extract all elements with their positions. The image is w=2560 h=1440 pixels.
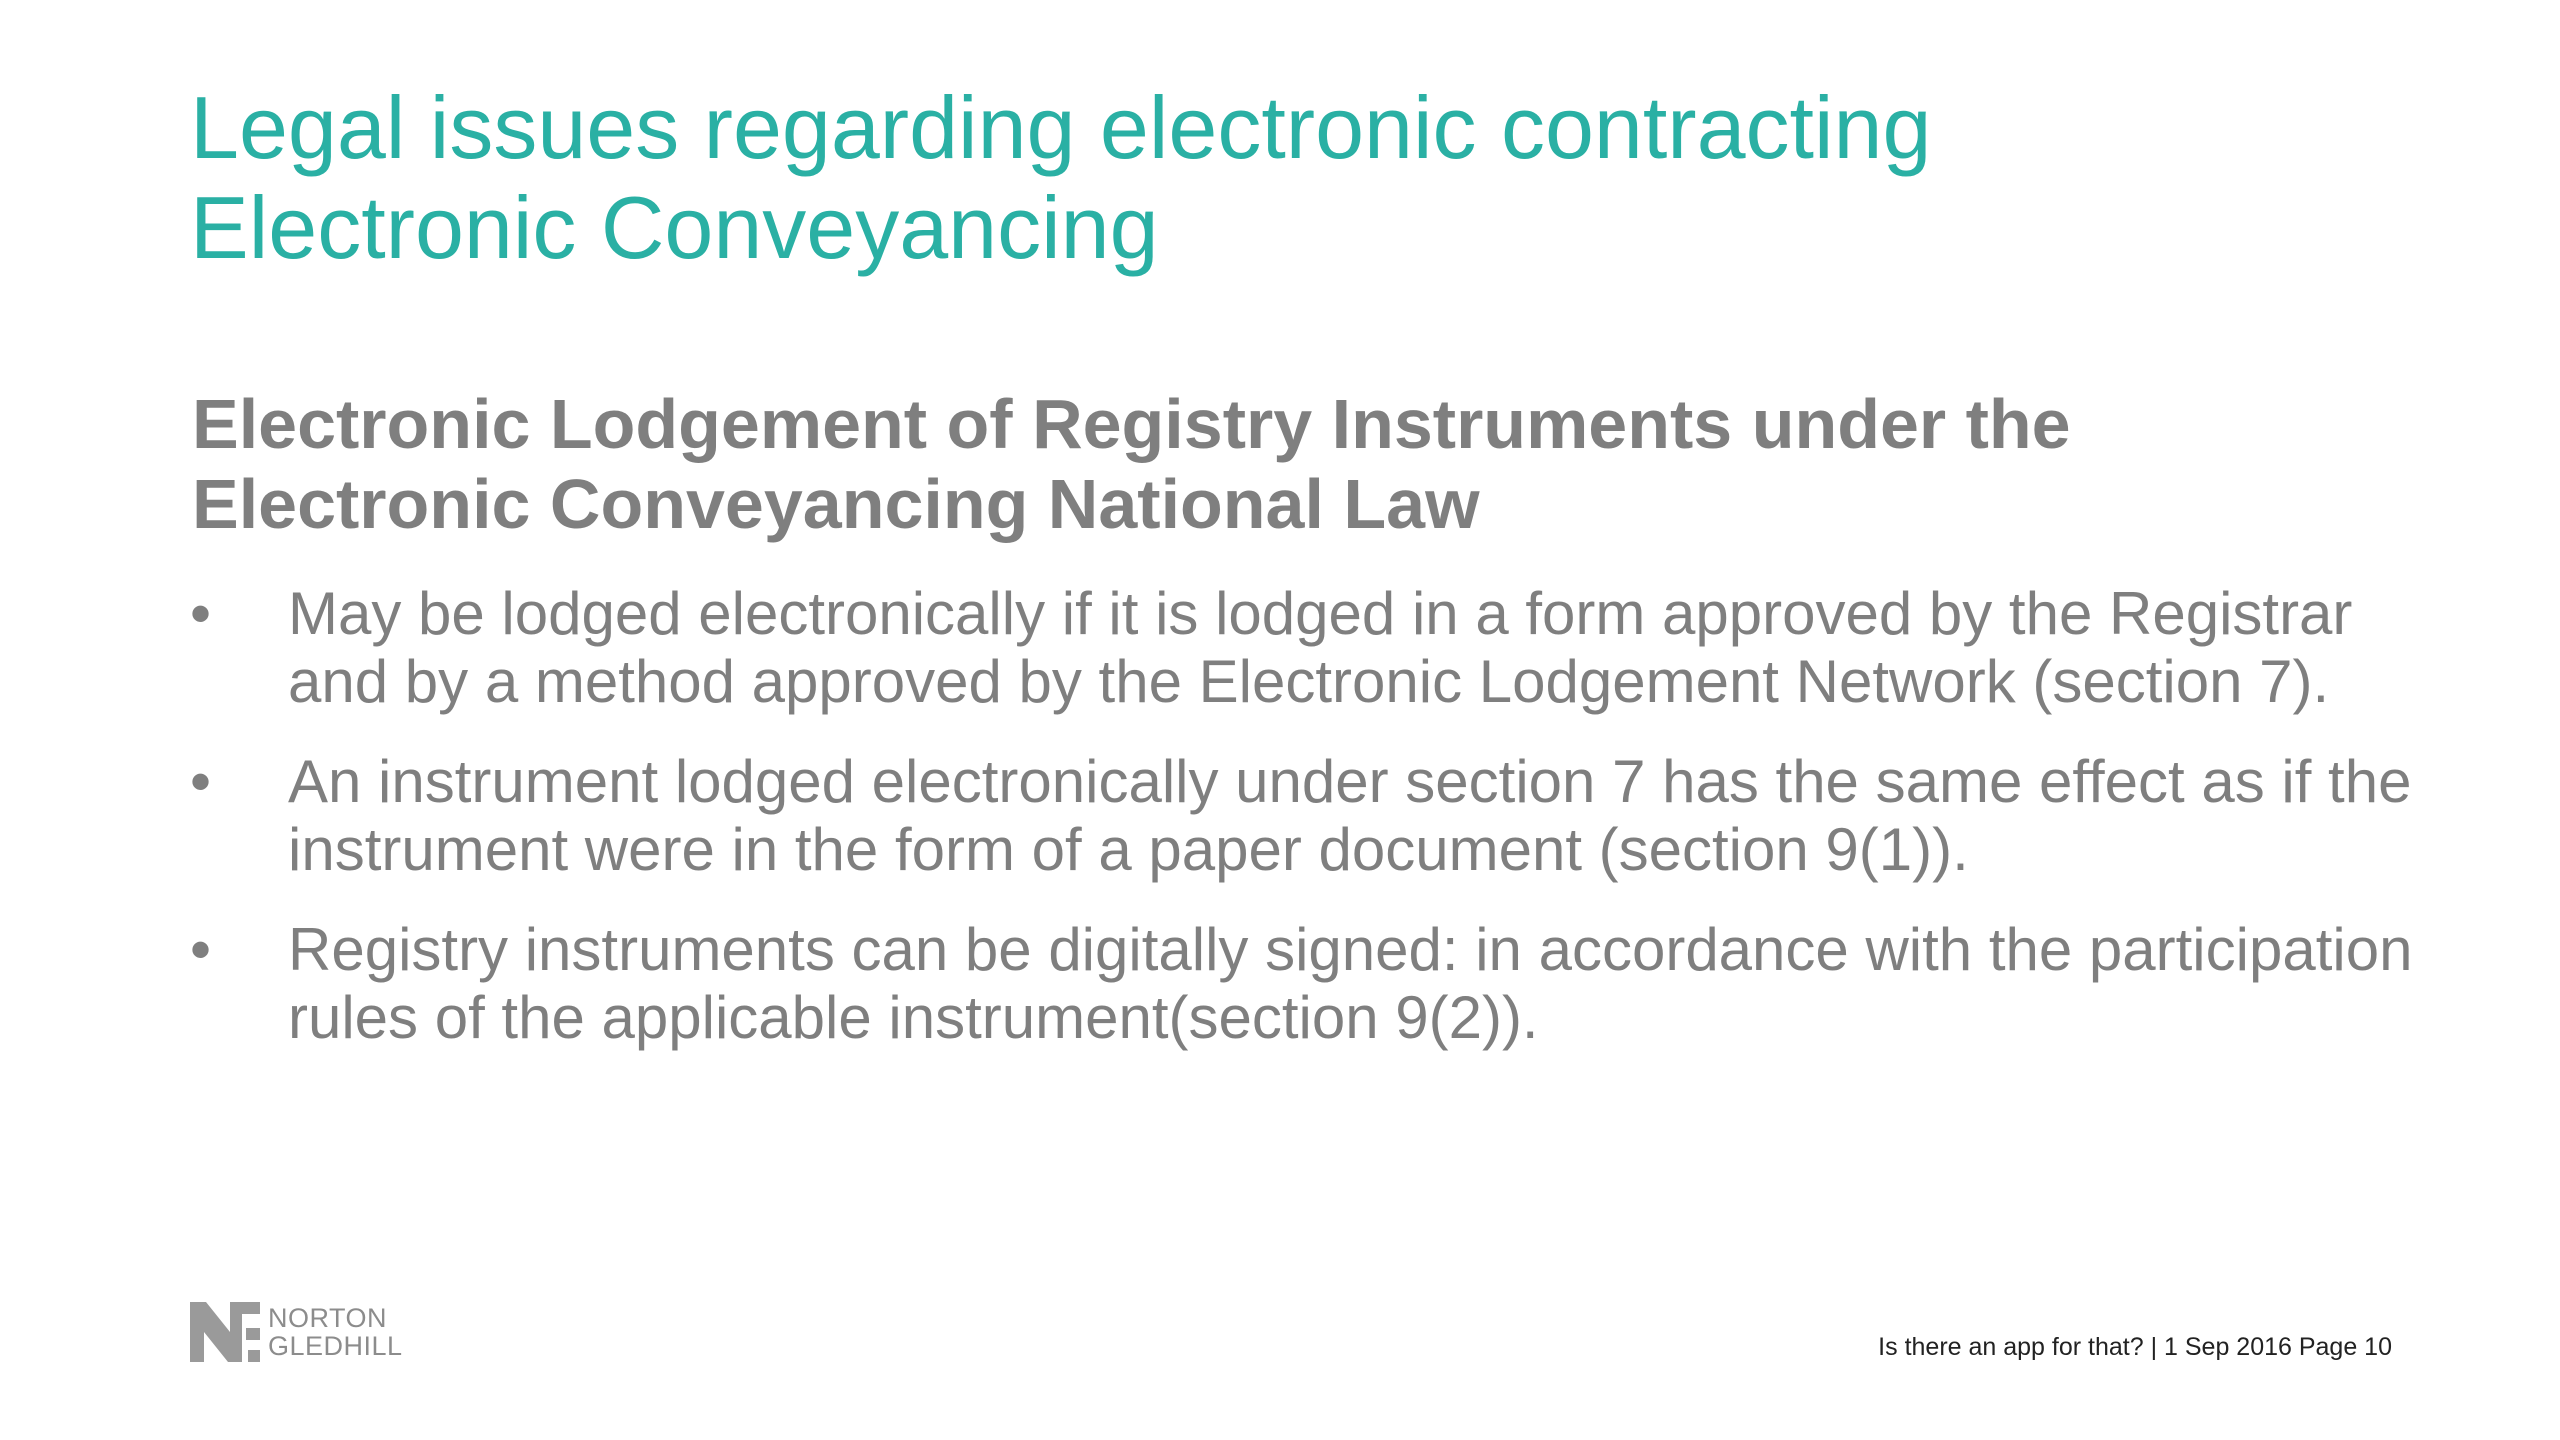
- bullet-text: Registry instruments can be digitally signed: in accordance with the participation rules of the applicable instrument(section 9(2)).: [288, 916, 2413, 1051]
- logo-wordmark: [268, 1304, 403, 1360]
- norton-gledhill-logo-icon: [190, 1302, 260, 1362]
- title-line-2: Electronic Conveyancing: [190, 178, 1159, 277]
- title-line-1: Legal issues regarding electronic contracting: [190, 78, 1932, 177]
- section-heading-line-1: Electronic Lodgement of Registry Instruments under the: [192, 385, 2071, 463]
- list-item: [190, 580, 2430, 716]
- slide-title: [190, 78, 2390, 278]
- bullet-list: [190, 580, 2430, 1084]
- list-item: [190, 916, 2430, 1052]
- section-heading-line-2: Electronic Conveyancing National Law: [192, 465, 1480, 543]
- logo-line-2: GLEDHILL: [268, 1331, 403, 1361]
- bullet-marker: •: [190, 580, 212, 647]
- company-logo: [190, 1302, 403, 1362]
- logo-line-1: NORTON: [268, 1303, 388, 1333]
- bullet-marker: •: [190, 748, 212, 815]
- list-item: [190, 748, 2430, 884]
- section-heading: [192, 384, 2392, 544]
- bullet-marker: •: [190, 916, 212, 983]
- bullet-text: An instrument lodged electronically under section 7 has the same effect as if the instrument were in the form of a paper document (section 9(1)).: [288, 748, 2412, 883]
- slide-footer: Is there an app for that? | 1 Sep 2016 Page 10: [1878, 1333, 2392, 1361]
- bullet-text: May be lodged electronically if it is lodged in a form approved by the Registrar and by a method approved by the Electronic Lodgement Network (section 7).: [288, 580, 2353, 715]
